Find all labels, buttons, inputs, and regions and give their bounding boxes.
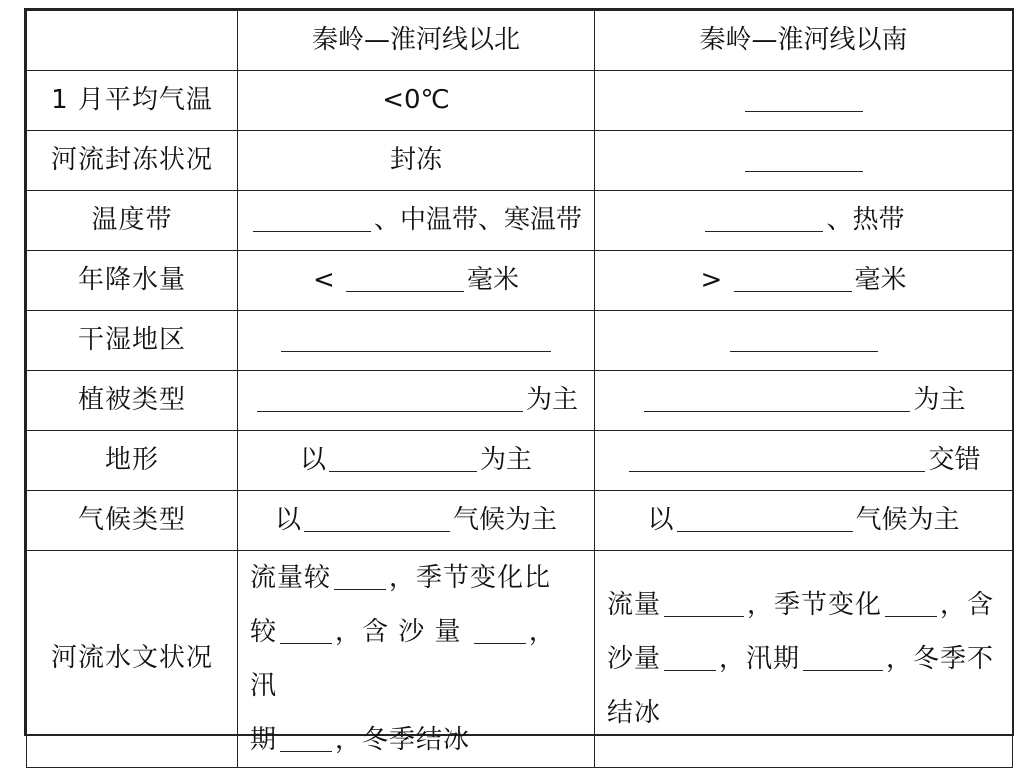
table-row	[27, 71, 1013, 131]
answer-blank[interactable]	[304, 505, 450, 532]
table-row	[27, 491, 1013, 551]
cell-south	[595, 311, 1013, 371]
cell-text: <0℃	[382, 84, 450, 115]
cell-text: 毫米	[854, 264, 907, 295]
answer-blank[interactable]	[664, 590, 744, 617]
cell-text: ，季节变化比	[389, 563, 552, 593]
row-label: 河流水文状况	[27, 551, 238, 768]
row-label: 植被类型	[27, 371, 238, 431]
answer-blank[interactable]	[644, 385, 910, 412]
cell-text: 以	[274, 504, 301, 535]
answer-blank[interactable]	[257, 385, 523, 412]
cell-text: 封冻	[389, 144, 442, 175]
table-row	[27, 251, 1013, 311]
cell-north	[238, 551, 595, 768]
answer-blank[interactable]	[334, 563, 386, 590]
cell-text: ，含	[940, 590, 995, 620]
cell-south	[595, 431, 1013, 491]
answer-blank[interactable]	[474, 617, 526, 644]
answer-blank[interactable]	[745, 85, 863, 112]
cell-text: ，季节变化	[747, 590, 883, 620]
answer-blank[interactable]	[730, 325, 878, 352]
answer-blank[interactable]	[280, 725, 332, 752]
cell-text: 结冰	[607, 698, 662, 728]
answer-blank[interactable]	[664, 644, 716, 671]
answer-blank[interactable]	[253, 205, 371, 232]
cell-south	[595, 551, 1013, 768]
header-south: 秦岭—淮河线以南	[595, 11, 1013, 71]
cell-south	[595, 71, 1013, 131]
cell-text: ，汛期	[719, 644, 801, 674]
cell-south	[595, 131, 1013, 191]
cell-south	[595, 251, 1013, 311]
table-row	[27, 371, 1013, 431]
text-line	[250, 605, 582, 713]
corner-cell	[27, 11, 238, 71]
table-row	[27, 131, 1013, 191]
cell-text: 交错	[928, 444, 981, 475]
table-row	[27, 431, 1013, 491]
cell-text: 流量较	[250, 563, 332, 593]
cell-south	[595, 371, 1013, 431]
answer-blank[interactable]	[280, 617, 332, 644]
cell-text: 气候为主	[453, 504, 558, 535]
cell-south	[595, 191, 1013, 251]
cell-text: 为主	[913, 384, 966, 415]
answer-blank[interactable]	[803, 644, 883, 671]
cell-text: 、热带	[826, 204, 905, 235]
cell-text: ，冬季不	[886, 644, 995, 674]
text-line	[250, 551, 582, 605]
cell-north	[238, 311, 595, 371]
answer-blank[interactable]	[629, 445, 925, 472]
row-label: 1 月平均气温	[27, 71, 238, 131]
cell-north	[238, 191, 595, 251]
answer-blank[interactable]	[745, 145, 863, 172]
cell-text: 以	[647, 504, 674, 535]
cell-text: 为主	[525, 384, 578, 415]
row-label: 温度带	[27, 191, 238, 251]
cell-text: 沙量	[607, 644, 662, 674]
table-row	[27, 311, 1013, 371]
text-line	[607, 686, 1000, 740]
cell-text: 以	[299, 444, 326, 475]
cell-north	[238, 251, 595, 311]
row-label: 年降水量	[27, 251, 238, 311]
table-row-hydrology	[27, 551, 1013, 768]
row-label: 气候类型	[27, 491, 238, 551]
cell-text: ，汛	[250, 617, 556, 701]
cell-text: 较	[250, 617, 278, 647]
cell-text: 期	[250, 725, 278, 755]
cell-text: >	[700, 264, 723, 295]
header-row	[27, 11, 1013, 71]
answer-blank[interactable]	[705, 205, 823, 232]
cell-text: ，冬季结冰	[335, 725, 471, 755]
text-line	[607, 578, 1000, 632]
cell-text: 气候为主	[855, 504, 960, 535]
answer-blank[interactable]	[346, 265, 464, 292]
table-row	[27, 191, 1013, 251]
comparison-table	[26, 10, 1013, 768]
answer-blank[interactable]	[677, 505, 853, 532]
cell-north	[238, 491, 595, 551]
header-north: 秦岭—淮河线以北	[238, 11, 595, 71]
row-label: 地形	[27, 431, 238, 491]
answer-blank[interactable]	[329, 445, 477, 472]
row-label: 干湿地区	[27, 311, 238, 371]
cell-text: 毫米	[467, 264, 520, 295]
cell-north	[238, 371, 595, 431]
cell-text: 流量	[607, 590, 662, 620]
cell-north	[238, 71, 595, 131]
answer-blank[interactable]	[281, 325, 551, 352]
cell-text: <	[312, 264, 335, 295]
cell-north	[238, 131, 595, 191]
cell-south	[595, 491, 1013, 551]
cell-text: 、中温带、寒温带	[373, 204, 582, 235]
comparison-table-container	[24, 8, 1014, 755]
text-line	[607, 632, 1000, 686]
row-label: 河流封冻状况	[27, 131, 238, 191]
answer-blank[interactable]	[885, 590, 937, 617]
cell-text: 为主	[480, 444, 533, 475]
answer-blank[interactable]	[734, 265, 852, 292]
cell-text: ，含 沙 量	[335, 617, 462, 647]
text-line	[250, 713, 582, 767]
cell-north	[238, 431, 595, 491]
